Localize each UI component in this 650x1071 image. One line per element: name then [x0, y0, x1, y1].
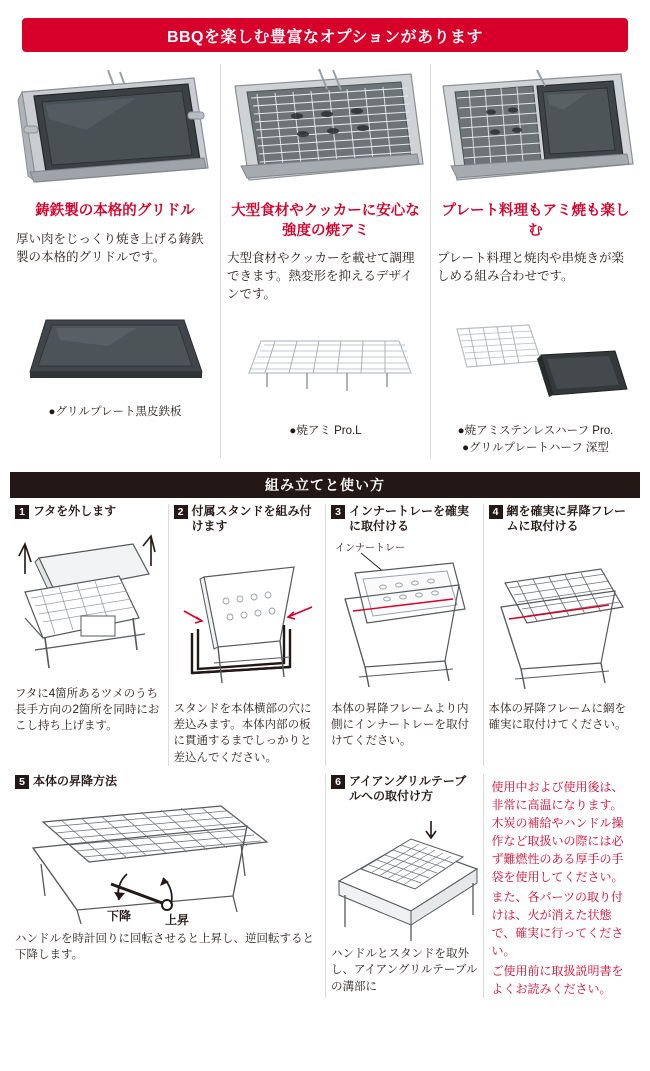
- step-3-text: 本体の昇降フレームより内側にインナートレーを取付けてください。: [331, 702, 469, 748]
- warning-paragraph-1: 使用中および使用後は、非常に高温になります。木炭の補給やハンドル操作など取扱いの際には必ず難燃性のある厚手の手袋を使用してください。: [491, 779, 624, 884]
- photo-combo-on-grill: [437, 64, 634, 194]
- step-5-text: ハンドルを時計回りに回転させると上昇し、逆回転すると下降します。: [15, 932, 314, 962]
- step-5-illustration: [15, 792, 320, 927]
- step-6-title: アイアングリルテーブルへの取付け方: [349, 773, 467, 803]
- banner-title: BBQを楽しむ豊富なオプションがあります: [166, 28, 484, 46]
- step-5: [10, 774, 325, 998]
- photo-combo-products: [437, 311, 634, 419]
- step-5-number: 5: [15, 775, 29, 789]
- option-caption-net: ●焼アミ Pro.L: [289, 425, 362, 438]
- option-column-griddle: [10, 64, 220, 458]
- option-caption-griddle: ●グリルプレート黒皮鉄板: [48, 405, 182, 418]
- product-page: [0, 18, 650, 1071]
- steps-row-top: [10, 504, 640, 766]
- option-desc-griddle: 厚い肉をじっくり焼き上げる鋳鉄製の本格的グリドルです。: [16, 231, 204, 264]
- step-1: [10, 504, 168, 766]
- option-column-combo: [430, 64, 640, 458]
- option-caption-combo: [437, 423, 634, 458]
- photo-griddle-plate: [16, 292, 214, 400]
- step-2-illustration: [174, 537, 321, 697]
- step-1-number: 1: [15, 505, 29, 519]
- photo-net-on-grill: [227, 64, 424, 194]
- step-4-text: 本体の昇降フレームに網を確実に取付けてください。: [488, 702, 627, 731]
- option-title-net: 大型食材やクッカーに安心な強度の焼アミ: [231, 203, 420, 239]
- step-5-title: 本体の昇降方法: [33, 773, 118, 788]
- step-1-text: フタに4箇所あるツメのうち長手方向の2箇所を同時におこし持ち上げます。: [15, 687, 160, 733]
- step-4-number: 4: [489, 505, 503, 519]
- step-4-title: 網を確実に昇降フレームに取付ける: [506, 503, 627, 533]
- step-2: [168, 504, 326, 766]
- step-6: [325, 774, 483, 998]
- warning-paragraph-2: また、各パーツの取り付けは、火が消えた状態で、確実に行ってください。: [491, 889, 624, 958]
- step-1-illustration: [15, 522, 163, 682]
- warning-block: [483, 774, 641, 998]
- step-6-illustration: [331, 807, 478, 942]
- option-title-griddle: 鋳鉄製の本格的グリドル: [35, 203, 195, 219]
- step-6-text: ハンドルとスタンドを取外し、アイアングリルテーブルの溝部に: [331, 947, 478, 993]
- step-3-illustration: [331, 537, 478, 697]
- option-title-combo: プレート料理もアミ焼も楽しむ: [441, 203, 630, 239]
- options-row: [10, 64, 640, 458]
- option-caption-combo-line1: ●焼アミステンレスハーフ Pro.: [457, 425, 614, 438]
- step-1-title: フタを外します: [33, 503, 117, 518]
- step-3-image-label: インナートレー: [335, 542, 405, 554]
- option-desc-net: 大型食材やクッカーを載せて調理できます。熱変形を抑えるデザインです。: [227, 251, 415, 302]
- svg-text:上昇: 上昇: [165, 912, 190, 927]
- warning-paragraph-3: ご使用前に取扱説明書をよくお読みください。: [491, 963, 624, 996]
- steps-row-bottom: [10, 774, 640, 998]
- step-3-title: インナートレーを確実に取付ける: [349, 503, 470, 533]
- assembly-section-title: 組み立てと使い方: [265, 476, 385, 493]
- banner: [22, 18, 628, 52]
- photo-griddle-on-grill: [16, 64, 214, 194]
- step-2-title: 付属スタンドを組み付けます: [191, 503, 312, 533]
- step-4: [483, 504, 641, 766]
- svg-text:下降: 下降: [107, 908, 132, 923]
- option-desc-combo: プレート料理と焼肉や串焼きが楽しめる組み合わせです。: [437, 251, 625, 284]
- assembly-section-header: [10, 472, 640, 498]
- photo-net-product: [227, 311, 424, 419]
- option-column-net: [220, 64, 430, 458]
- option-caption-combo-line2: ●グリルプレートハーフ 深型: [462, 442, 609, 455]
- step-6-number: 6: [331, 775, 345, 789]
- step-2-text: スタンドを本体横部の穴に差込みます。本体内部の板に貫通するまでしっかりと差込んでください。: [173, 702, 312, 764]
- step-4-illustration: [489, 537, 636, 697]
- step-3: [325, 504, 483, 766]
- step-2-number: 2: [174, 505, 188, 519]
- step-3-number: 3: [331, 505, 345, 519]
